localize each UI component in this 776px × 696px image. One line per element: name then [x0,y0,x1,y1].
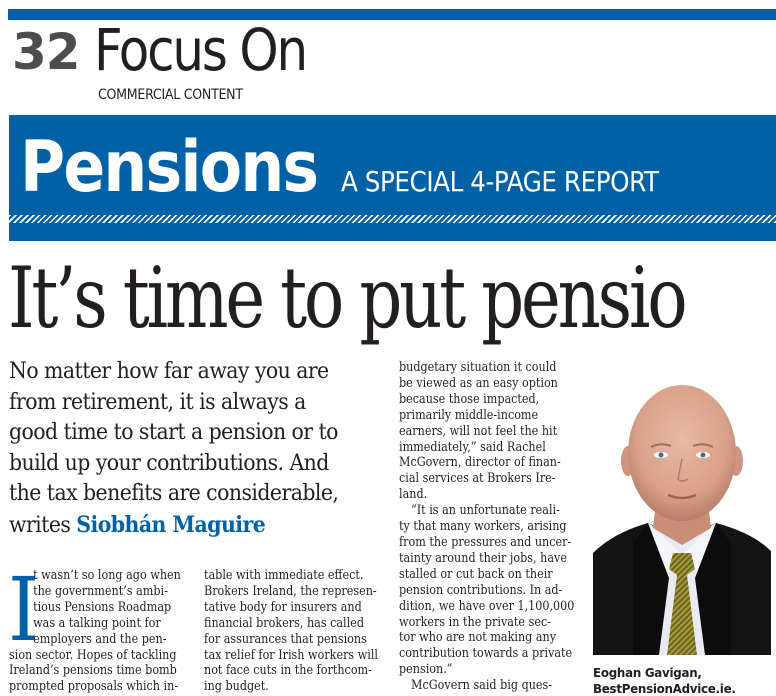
body-line: be viewed as an easy option [399,375,558,391]
standfirst [9,357,384,541]
body-line: McGovern said big ques- [411,678,553,694]
body-line: contribution towards a private [399,646,573,662]
body-line: for assurances that pensions [204,631,367,647]
body-line: land. [399,487,428,503]
body-line: because those impacted, [399,391,540,407]
banner-stripe-decoration [9,215,776,223]
body-line: tor who are not making any [399,630,557,646]
body-column-1 [8,558,192,695]
portrait-illustration [593,373,771,655]
body-column-2 [204,568,384,695]
body-line: the government’s ambi- [33,583,168,599]
body-line: tative body for insurers and [204,599,362,615]
body-line: from the pressures and uncer- [399,534,572,550]
body-column-3 [399,360,579,694]
body-line: McGovern, director of finan- [399,455,561,471]
writes-text: writes [9,512,77,538]
body-line: employers and the pen- [33,631,167,647]
body-line: ing budget. [204,679,269,695]
body-line: was a talking point for [33,615,161,631]
standfirst-line: the tax benefits are considerable, [9,481,339,506]
body-line: primarily middle-income [399,407,539,423]
banner-title: Pensions [20,126,318,208]
section-title: Focus On [94,16,306,84]
body-line: sion sector. Hopes of tackling [9,647,177,663]
body-line: stalled or cut back on their [399,566,553,582]
body-line: pension contributions. In ad- [399,582,563,598]
body-line: financial brokers, has called [204,615,364,631]
body-line: dition, we have over 1,100,000 [399,598,575,614]
body-line: cial services at Brokers Ire- [399,471,556,487]
body-line: tainty around their jobs, have [399,550,567,566]
pensions-banner [9,115,776,241]
body-line: immediately,” said Rachel [399,439,546,455]
body-line: Ireland’s pensions time bomb [9,663,177,679]
standfirst-line: from retirement, it is always a [9,389,306,415]
commercial-content-label: COMMERCIAL CONTENT [98,87,243,103]
caption-line: Eoghan Gavigan, [593,665,702,680]
banner-subtitle: A SPECIAL 4-PAGE REPORT [341,165,659,198]
body-line: earners, will not feel the hit [399,423,558,439]
body-line: t wasn’t so long ago when [33,568,181,583]
body-line: prompted proposals which in- [9,679,179,695]
standfirst-line: No matter how far away you are [9,359,329,384]
body-line: workers in the private sec- [399,614,551,630]
body-line: “It is an unfortunate reali- [411,503,560,519]
body-line: ty that many workers, arising [399,519,567,535]
body-line: Brokers Ireland, the represen- [204,583,377,599]
author-name: Siobhán Maguire [76,511,266,538]
standfirst-line: good time to start a pension or to [9,420,338,445]
body-line: tious Pensions Roadmap [33,599,172,615]
page-number: 32 [12,23,80,81]
standfirst-byline-line [9,510,358,542]
photo-caption [593,665,743,696]
headline: It’s time to put pensio [8,249,685,347]
body-line: tax relief for Irish workers will [204,647,379,663]
portrait-photo [593,373,771,655]
standfirst-line: build up your contributions. And [9,450,329,476]
body-line: pension.” [399,662,453,678]
body-line: budgetary situation it could [399,360,557,375]
caption-line: BestPensionAdvice.ie. [593,681,736,696]
body-line: not face cuts in the forthcom- [204,663,372,679]
drop-cap: I [8,558,40,661]
body-line: table with immediate effect. [204,568,364,583]
